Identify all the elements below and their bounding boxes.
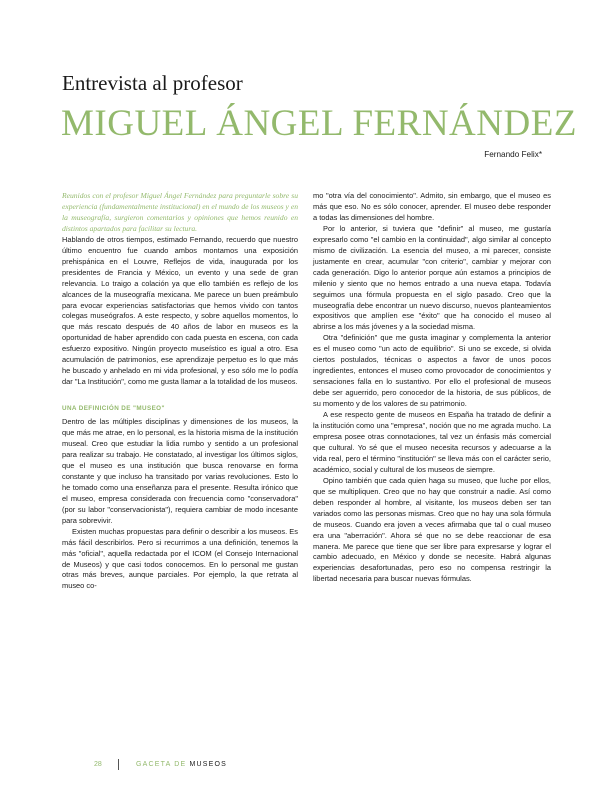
intro-paragraph: Reunidos con el profesor Miguel Ángel Fernández para preguntarle sobre su experiencia (fundamentalmente institucional) en el mundo de los museos y en la museografía, surgieron comentarios y opiniones que hemos reunido en distintos apartados para facilitar su lectura. xyxy=(62,191,298,233)
page-number: 28 xyxy=(94,761,102,768)
body-paragraph: Por lo anterior, si tuviera que "definir" al museo, me gustaría expresarlo como "el cambio en la continuidad", algo similar al concepto mismo de civilización. La esencia del museo, a mi parecer, consiste justamente en crear, acumular "con criterio", cambiar y mejorar con cada generación. Digo lo anterior porque aún estamos a principios de milenio y siento que no hemos entrado a una nueva etapa. Todavía seguimos una fórmula propuesta en el siglo pasado. Creo que la museografía debe encontrar un nuevo discurso, nuevos planteamientos expositivos que amplíen ese "éxito" que ha conocido el museo al abrirse a los más jóvenes y a la sociedad misma. xyxy=(313,223,551,332)
body-paragraph: Existen muchas propuestas para definir o describir a los museos. Es más fácil describirlos. Pero si recurrimos a una definición, tenemos la más "oficial", aquella redactada por el ICOM (el Consejo Internacional de Museos) y que casi todos conocemos. En lo personal me gustan otras más breves, aunque parciales. Por ejemplo, la que retrata al museo co- xyxy=(62,526,298,591)
body-paragraph: Otra "definición" que me gusta imaginar y complementa la anterior es el museo como "un acto de equilibrio". Si uno se excede, si olvida ciertos postulados, técnicas o aspectos a favor de unos pocos ingredientes, entonces el museo como provocador de conocimientos y sensaciones falla en lo sustantivo. Por ello el profesional de museos debe ser aguerrido, pero conocedor de la historia, de sus públicos, de su momento y de los valores de su patrimonio. xyxy=(313,333,551,409)
footer-divider xyxy=(118,759,119,770)
article-kicker: Entrevista al profesor xyxy=(62,71,243,95)
body-paragraph: Dentro de las múltiples disciplinas y dimensiones de los museos, la que más me atrae, en lo personal, es la historia misma de la institución museal. Creo que estudiar la lidia rumbo y sentido a un profesional para realizar su trabajo. He constatado, al investigar los últimos siglos, que el museo es una institución que busca renovarse en forma constante y que incluso ha transitado por varias revoluciones. Esto lo he tomado como una enseñanza para el presente. Resulta irónico que el museo, empresa considerada con frecuencia como "conservadora" (por su labor "conservacionista"), requiera cambiar de modo incesante para sobrevivir. xyxy=(62,417,298,525)
magazine-name-prefix: GACETA DE xyxy=(136,761,190,768)
section-heading: UNA DEFINICIÓN DE "MUSEO" xyxy=(62,405,165,413)
magazine-name xyxy=(136,761,227,768)
body-paragraph: Hablando de otros tiempos, estimado Fernando, recuerdo que nuestro último encuentro fue cuando ambos montamos una exposición prehispánica en el Louvre, Reflejos de vida, inaugurada por los presidentes de Francia y México, un evento y una sede de gran relevancia. Lo traigo a colación ya que ello también es reflejo de los alcances de la museografía mexicana. Me parece un buen preámbulo para evocar experiencias satisfactorias que hemos vivido con tantos colegas museógrafos. A este respecto, y sobre aquellos momentos, lo que más rescato después de 40 años de labor en museos es la oportunidad de haber aprendido con cada puesta en escena, con cada esfuerzo expositivo. Ningún proyecto museístico es igual a otro. Esa acumulación de patrimonios, ese aprendizaje perpetuo es lo que más he buscado y anhelado en mi vida profesional, y eso sólo me lo podía dar "La Institución", como me gusta llamar a la totalidad de los museos. xyxy=(62,234,298,387)
right-column xyxy=(313,191,551,585)
magazine-name-suffix: MUSEOS xyxy=(189,761,228,768)
body-paragraph: A ese respecto gente de museos en España ha tratado de definir a la institución como una "empresa", noción que no me agrada mucho. La empresa posee otras connotaciones, tal vez un énfasis más comercial que cultural. Yo sé que el museo necesita recursos y adecuarse a la vida real, pero el término "institución" se lleva más con el carácter serio, académico, social y cultural de los museos de siempre. xyxy=(313,410,551,474)
left-column xyxy=(62,191,298,592)
body-paragraph: mo "otra vía del conocimiento". Admito, sin embargo, que el museo es más que eso. No es sólo conocer, aprender. El museo debe responder a todas las dimensiones del hombre. xyxy=(313,191,551,222)
author-byline: Fernando Felix* xyxy=(484,150,542,159)
body-paragraph: Opino también que cada quien haga su museo, que luche por ellos, que se multipliquen. Creo que no hay que construir a nadie. Así como deben responder al hombre, al visitante, los museos deben ser tan variados como las personas mismas. Creo que no hay una sola fórmula de museos. Cuando era joven a veces afirmaba que tal o cual museo era una "aberración". Ahora sé que no se debe reaccionar de esa manera. Me parece que tiene que ser libre para expresarse y lograr el cambio adecuado, en México y donde se necesite. Habrá algunas experiencias desafortunadas, pero eso no compensa restringir la libertad necesaria para buscar nuevas fórmulas. xyxy=(313,475,551,584)
article-title: MIGUEL ÁNGEL FERNÁNDEZ xyxy=(61,103,577,144)
